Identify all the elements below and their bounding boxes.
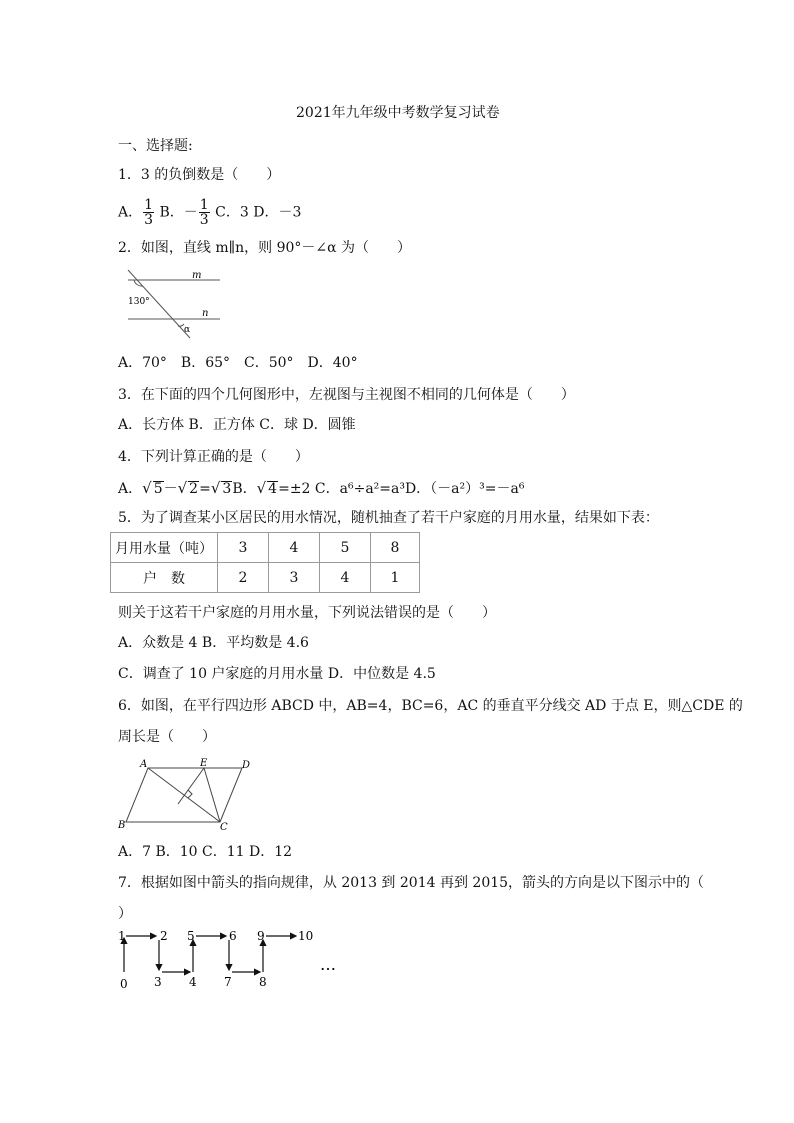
q1-option-b-prefix: B．－ [155, 204, 198, 221]
fig-number: 9 [257, 929, 265, 943]
fig-number: 7 [224, 975, 232, 989]
question-4-options [118, 479, 524, 498]
sqrt-sign-icon: √ [177, 479, 188, 497]
q4-radicand-2: 2 [189, 481, 199, 497]
table-cell: 4 [320, 563, 371, 593]
label-alpha: α [184, 325, 191, 335]
page-title: 2021年九年级中考数学复习试卷 [296, 105, 500, 121]
sqrt-sign-icon: √ [256, 479, 267, 497]
q4-options-rest: =±2 C．a⁶÷a²=a³D．（－a²）³=－a⁶ [278, 481, 525, 497]
right-angle-mark [188, 790, 192, 798]
q4-radicand-3: 3 [222, 481, 232, 497]
q1-fraction-b-denominator: 3 [199, 212, 209, 228]
fig-number: 5 [187, 929, 195, 943]
table-cell: 4 [269, 533, 320, 563]
question-3-stem: 3．在下面的四个几何图形中，左视图与主视图不相同的几何体是（ ） [118, 387, 575, 403]
table-cell: 5 [320, 533, 371, 563]
q1-fraction-a-numerator: 1 [144, 197, 154, 213]
q1-fraction-a-denominator: 3 [144, 212, 154, 228]
q4-radicand-5: 5 [153, 481, 163, 497]
q4-equals: = [199, 481, 211, 497]
label-d: D [242, 760, 251, 771]
table-row-header: 月用水量（吨） [111, 533, 218, 563]
fig-number: 0 [120, 977, 128, 991]
label-n: n [202, 308, 209, 319]
table-row-header: 户 数 [111, 563, 218, 593]
question-5-options-2: C．调查了 10 户家庭的月用水量 D．中位数是 4.5 [118, 666, 436, 682]
fig-number: 1 [118, 929, 126, 943]
question-1-options [118, 198, 301, 227]
fig-number: 4 [189, 975, 197, 989]
q1-option-a-prefix: A． [118, 204, 143, 221]
question-6-stem-2: 周长是（ ） [118, 729, 216, 745]
section-heading: 一、选择题: [118, 138, 193, 154]
perpendicular-bisector [178, 768, 204, 804]
table-cell: 1 [371, 563, 420, 593]
fig-number: 10 [298, 929, 314, 943]
fig-number: 3 [154, 975, 162, 989]
question-7-figure [112, 924, 352, 994]
question-6-stem-1: 6．如图，在平行四边形 ABCD 中，AB=4，BC=6，AC 的垂直平分线交 AD 于点 E，则△CDE 的 [118, 698, 743, 714]
q4-option-a-prefix: A． [118, 481, 143, 497]
question-2-stem: 2．如图，直线 m∥n，则 90°－∠α 为（ ） [118, 240, 412, 256]
sqrt-sign-icon: √ [142, 479, 152, 497]
question-1-stem: 1．3 的负倒数是（ ） [118, 167, 281, 183]
water-usage-table [110, 532, 420, 593]
question-6-options: A．7 B．10 C．11 D．12 [118, 844, 293, 860]
question-4-stem: 4．下列计算正确的是（ ） [118, 449, 309, 465]
label-e: E [200, 758, 208, 769]
fig-number: 8 [259, 975, 267, 989]
question-7-stem-1: 7．根据如图中箭头的指向规律，从 2013 到 2014 再到 2015，箭头的方向是以下图示中的（ [118, 875, 705, 891]
table-row [111, 533, 420, 563]
sqrt-sign-icon: √ [210, 479, 221, 497]
table-cell: 3 [269, 563, 320, 593]
question-5-followup: 则关于这若干户家庭的月用水量，下列说法错误的是（ ） [118, 605, 496, 621]
q4-minus: － [163, 481, 178, 497]
q1-options-rest: C．3 D．－3 [210, 204, 302, 221]
question-6-figure [116, 756, 256, 832]
question-7-stem-2: ） [118, 906, 132, 922]
table-cell: 8 [371, 533, 420, 563]
table-cell: 3 [218, 533, 269, 563]
question-2-options: A．70° B．65° C．50° D．40° [118, 355, 358, 371]
label-130: 130° [128, 297, 150, 307]
q4-option-b-prefix: B． [232, 481, 257, 497]
question-5-options-1: A．众数是 4 B．平均数是 4.6 [118, 635, 309, 651]
label-a: A [140, 759, 148, 770]
q1-fraction-a [143, 198, 154, 227]
fig-number: 2 [160, 929, 168, 943]
fig-ellipsis: … [320, 955, 336, 974]
segment-ce [204, 768, 220, 822]
question-3-options: A．长方体 B．正方体 C．球 D．圆锥 [118, 417, 356, 433]
question-5-stem: 5．为了调查某小区居民的用水情况，随机抽查了若干户家庭的月用水量，结果如下表： [118, 510, 659, 526]
question-2-figure [118, 266, 228, 342]
q1-fraction-b [199, 198, 210, 227]
label-c: C [220, 822, 228, 832]
table-row [111, 563, 420, 593]
q4-radicand-4: 4 [268, 481, 278, 497]
label-m: m [192, 270, 202, 281]
fig-number: 6 [229, 929, 237, 943]
table-cell: 2 [218, 563, 269, 593]
label-b: B [118, 820, 126, 831]
q1-fraction-b-numerator: 1 [199, 197, 209, 213]
